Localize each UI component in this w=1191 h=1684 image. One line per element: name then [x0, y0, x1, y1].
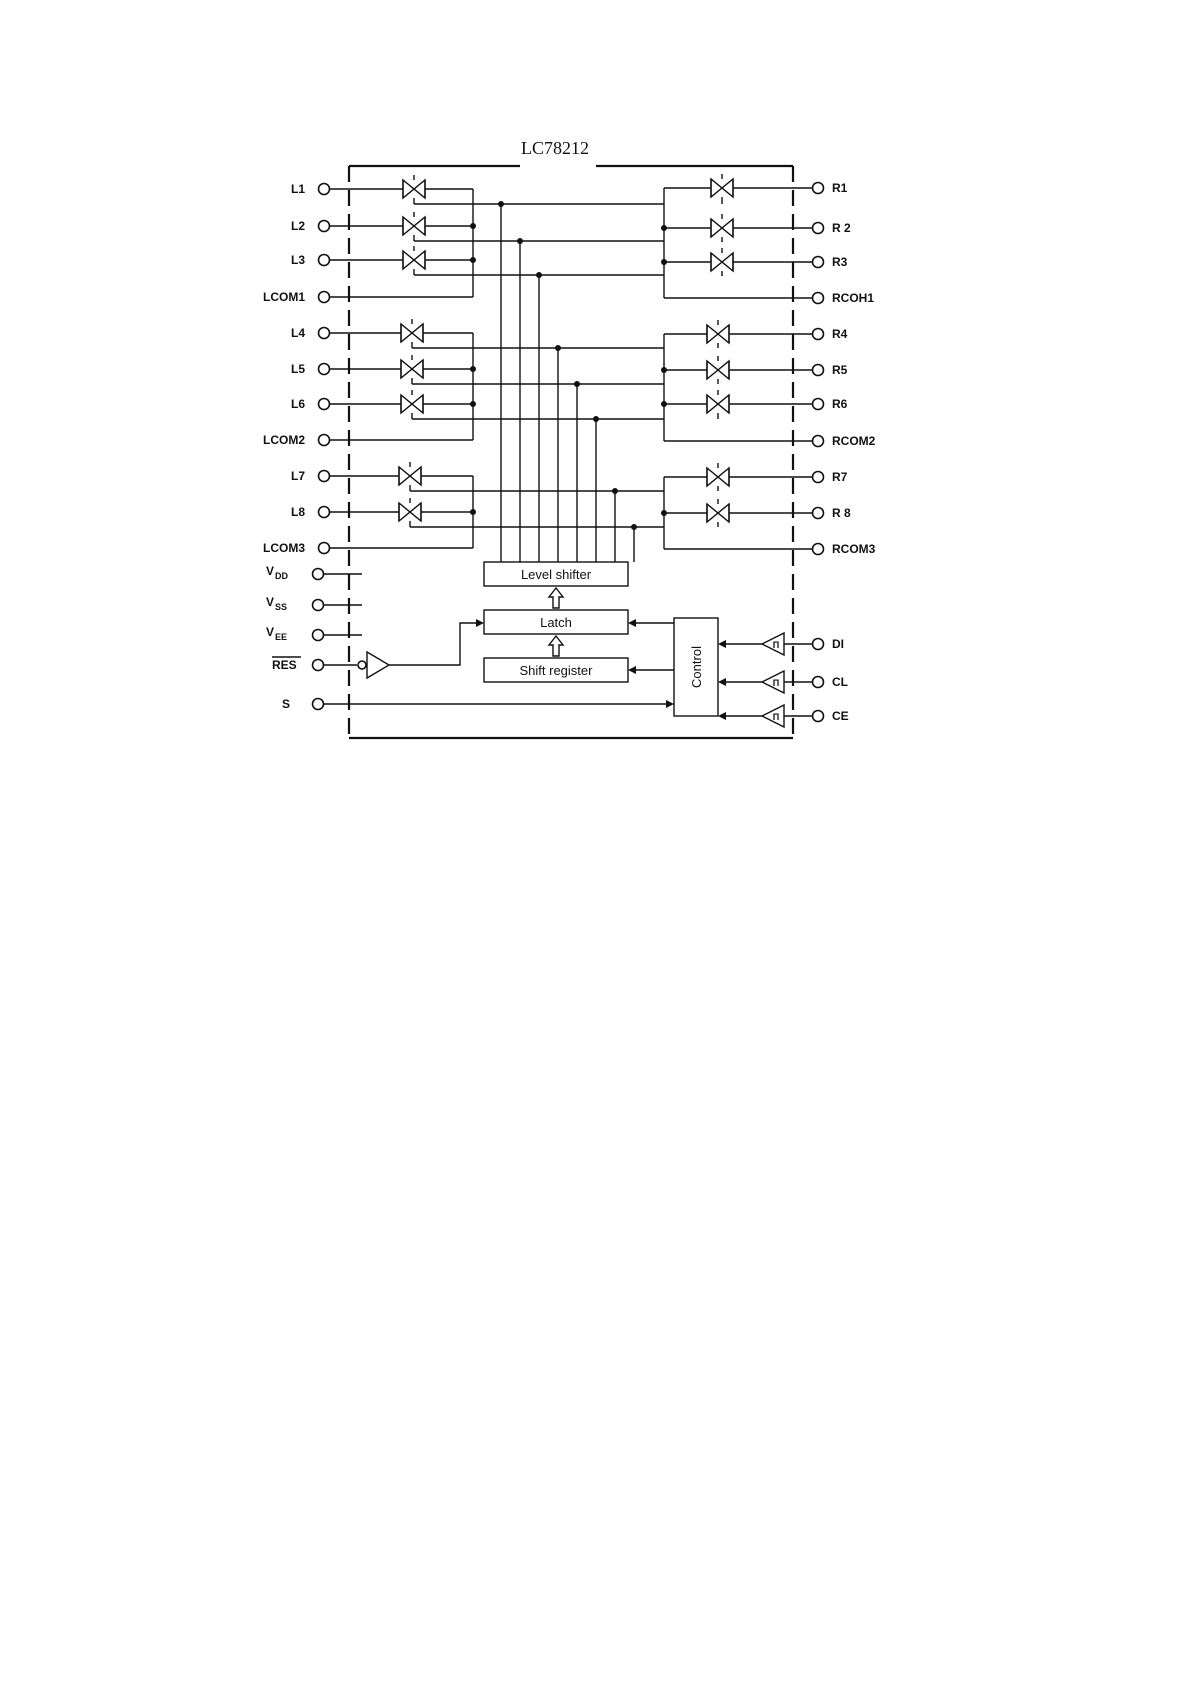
pin-terminal-icon [813, 472, 824, 483]
left-pin-label: L8 [290, 505, 305, 519]
left-pin-label: L6 [290, 397, 305, 411]
analog-switch-group [330, 174, 812, 549]
junction-dot [470, 223, 476, 229]
right-pin-r2 [813, 221, 852, 235]
junction-dot [593, 416, 599, 422]
pin-terminal-icon [813, 293, 824, 304]
right-pin-rcom1 [813, 291, 875, 305]
right-pin-r3 [813, 255, 848, 269]
right-switch-7-icon [707, 390, 729, 418]
left-switch-6-icon [401, 355, 423, 383]
right-switch-9-icon [707, 463, 729, 491]
right-pin-label: R7 [832, 470, 848, 484]
pin-terminal-icon [813, 223, 824, 234]
left-switch-5-icon [401, 319, 423, 347]
level-shifter-block [484, 562, 628, 586]
left-switch-7-icon [401, 390, 423, 418]
right-pin-r8 [813, 506, 852, 520]
control-to-latch-arrow [628, 619, 674, 627]
vdd-label-main: V [266, 564, 275, 578]
junction-dot [470, 366, 476, 372]
hollow-arrow-latch-shift [549, 636, 563, 656]
vss-pin [266, 595, 362, 612]
pin-terminal-icon [319, 328, 330, 339]
junction-dot [470, 509, 476, 515]
schmitt-symbol: Π [772, 712, 780, 722]
left-pin-l8 [291, 505, 330, 519]
left-pin-l3 [291, 253, 330, 267]
left-pin-label: LCOM2 [263, 433, 305, 447]
vss-label-main: V [266, 595, 275, 609]
input-pin-ce [718, 705, 849, 727]
input-pin-label: CL [832, 675, 848, 689]
pin-terminal-icon [813, 183, 824, 194]
power-pin-group [266, 564, 362, 642]
shift-register-block [484, 658, 628, 682]
pin-terminal-icon [813, 544, 824, 555]
input-pin-label: DI [832, 637, 844, 651]
left-pin-label: L7 [290, 469, 305, 483]
left-switch-2-icon [403, 212, 425, 240]
pin-terminal-icon [319, 507, 330, 518]
shift-register-label: Shift register [519, 663, 593, 678]
pin-terminal-icon [319, 364, 330, 375]
left-pin-label: L3 [290, 253, 305, 267]
schmitt-symbol: Π [772, 640, 780, 650]
left-pin-lcom1 [263, 290, 330, 304]
chip-title: LC78212 [520, 138, 590, 158]
right-pin-label: R1 [832, 181, 848, 195]
right-pin-label: R 8 [832, 506, 851, 520]
right-pin-label: RCOM2 [832, 434, 876, 448]
pin-terminal-icon [319, 471, 330, 482]
left-switch-9-icon [399, 462, 421, 490]
res-label: RES [272, 658, 297, 672]
control-line-group [410, 201, 722, 562]
right-pin-label: R4 [832, 327, 848, 341]
right-switch-1-icon [711, 174, 733, 202]
left-pin-label: L4 [290, 326, 305, 340]
left-pin-label: LCOM1 [263, 290, 305, 304]
pin-terminal-icon [813, 508, 824, 519]
input-pin-di [718, 633, 844, 655]
right-pin-label: R 2 [832, 221, 851, 235]
left-pin-group [263, 182, 330, 555]
pin-terminal-icon [813, 329, 824, 340]
junction-dot [661, 259, 667, 265]
right-pin-r1 [813, 181, 848, 195]
left-pin-label: L5 [290, 362, 305, 376]
junction-dot [498, 201, 504, 207]
res-pin [272, 619, 484, 678]
junction-dot [661, 225, 667, 231]
pin-terminal-icon [813, 677, 824, 688]
left-switch-3-icon [403, 246, 425, 274]
right-pin-r7 [813, 470, 848, 484]
pin-terminal-icon [319, 255, 330, 266]
junction-dot [574, 381, 580, 387]
junction-dot [470, 257, 476, 263]
right-switch-3-icon [711, 248, 733, 276]
pin-terminal-icon [319, 399, 330, 410]
vdd-pin [266, 564, 362, 581]
left-pin-lcom3 [263, 541, 330, 555]
control-input-group [718, 633, 849, 727]
right-pin-r6 [813, 397, 848, 411]
chip-outline [349, 166, 793, 738]
vee-label-sub: EE [275, 632, 288, 642]
control-label: Control [689, 646, 704, 688]
level-shifter-label: Level shifter [520, 567, 592, 582]
control-block [674, 618, 718, 716]
latch-label: Latch [540, 615, 572, 630]
s-pin [282, 697, 674, 711]
left-pin-l6 [291, 397, 330, 411]
vee-pin [266, 625, 362, 642]
junction-dot [631, 524, 637, 530]
right-pin-r5 [813, 363, 848, 377]
right-pin-r4 [813, 327, 848, 341]
left-switch-10-icon [399, 498, 421, 526]
right-pin-rcom2 [813, 434, 876, 448]
right-pin-label: R5 [832, 363, 848, 377]
right-pin-label: RCOH1 [832, 291, 875, 305]
left-pin-l4 [291, 326, 330, 340]
latch-block [484, 610, 628, 634]
junction-dot [536, 272, 542, 278]
right-pin-rcom3 [813, 542, 876, 556]
hollow-arrow-level-latch [549, 588, 563, 608]
pin-terminal-icon [813, 257, 824, 268]
pin-terminal-icon [813, 365, 824, 376]
right-switch-6-icon [707, 356, 729, 384]
vee-label-main: V [266, 625, 275, 639]
schmitt-symbol: Π [772, 678, 780, 688]
pin-terminal-icon [813, 399, 824, 410]
control-to-shift-arrow [628, 666, 674, 674]
right-switch-10-icon [707, 499, 729, 527]
junction-dot [555, 345, 561, 351]
right-pin-label: R6 [832, 397, 848, 411]
pin-terminal-icon [319, 221, 330, 232]
left-pin-l1 [291, 182, 330, 196]
vdd-label-sub: DD [275, 571, 288, 581]
right-switch-5-icon [707, 320, 729, 348]
left-pin-label: L1 [290, 182, 305, 196]
junction-dot [661, 367, 667, 373]
left-pin-lcom2 [263, 433, 330, 447]
pin-terminal-icon [319, 435, 330, 446]
left-pin-label: LCOM3 [263, 541, 305, 555]
input-pin-label: CE [832, 709, 849, 723]
right-pin-group [813, 181, 876, 556]
s-label: S [282, 697, 291, 711]
input-pin-cl [718, 671, 848, 693]
pin-terminal-icon [319, 184, 330, 195]
junction-dot [470, 401, 476, 407]
right-pin-label: RCOM3 [832, 542, 876, 556]
pin-terminal-icon [319, 543, 330, 554]
junction-dot [517, 238, 523, 244]
right-switch-2-icon [711, 214, 733, 242]
right-pin-label: R3 [832, 255, 848, 269]
vss-label-sub: SS [275, 602, 288, 612]
junction-dot [661, 510, 667, 516]
left-pin-l7 [291, 469, 330, 483]
inverting-buffer-icon [367, 652, 389, 678]
pin-terminal-icon [813, 639, 824, 650]
left-switch-1-icon [403, 175, 425, 203]
junction-dot [661, 401, 667, 407]
pin-terminal-icon [319, 292, 330, 303]
pin-terminal-icon [813, 711, 824, 722]
left-pin-label: L2 [290, 219, 305, 233]
left-pin-l5 [291, 362, 330, 376]
pin-terminal-icon [813, 436, 824, 447]
left-pin-l2 [291, 219, 330, 233]
junction-dot [612, 488, 618, 494]
